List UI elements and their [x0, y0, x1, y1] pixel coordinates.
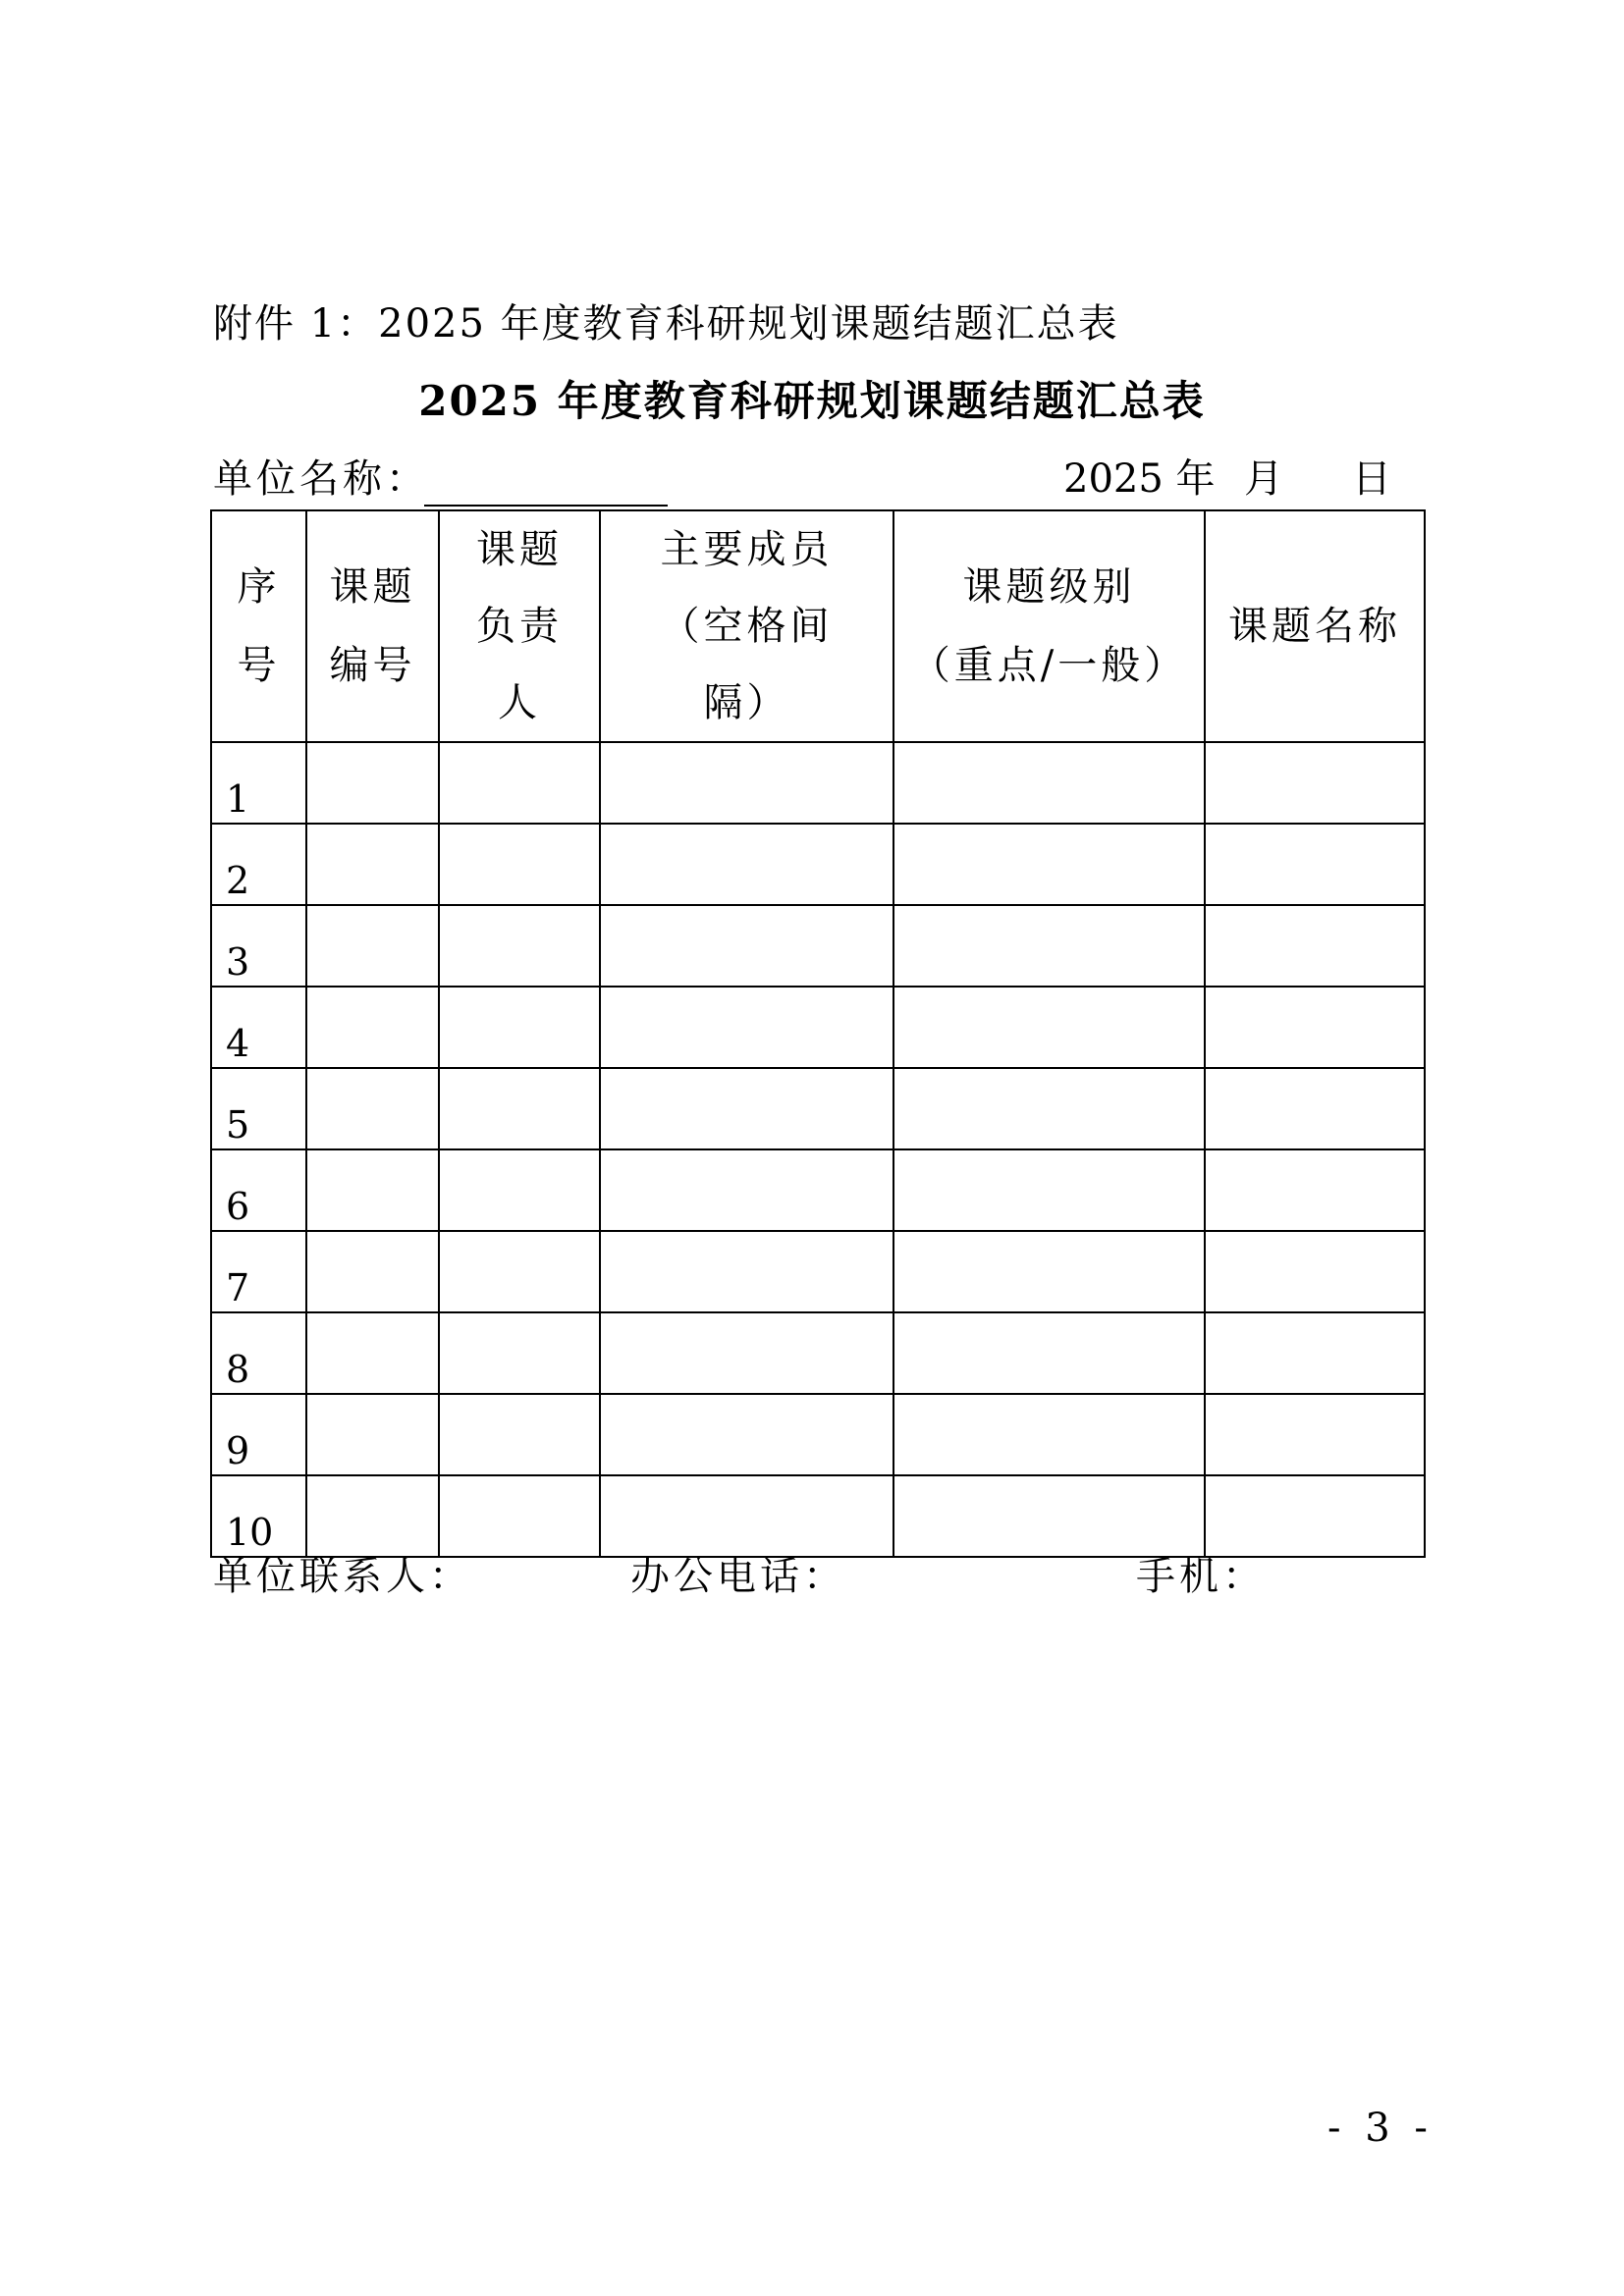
topic-leader-cell[interactable]: [439, 1231, 600, 1312]
table-row: [211, 1312, 1425, 1394]
row-number: 6: [211, 1149, 306, 1231]
row-number: 5: [211, 1068, 306, 1149]
unit-line: [213, 450, 1423, 508]
header-topic-name-text: 课题名称: [1228, 604, 1401, 649]
contact-line: [213, 1547, 1423, 1606]
mobile-label: 手机：: [1136, 1554, 1266, 1599]
topic-leader-cell[interactable]: [439, 1068, 600, 1149]
row-number: 7: [211, 1231, 306, 1312]
topic-name-cell[interactable]: [1205, 1475, 1425, 1557]
main-members-cell[interactable]: [600, 1394, 893, 1475]
topic-number-cell[interactable]: [306, 1231, 439, 1312]
table-row: [211, 1394, 1425, 1475]
topic-level-cell[interactable]: [893, 905, 1205, 987]
topic-leader-cell[interactable]: [439, 742, 600, 824]
topic-number-cell[interactable]: [306, 1149, 439, 1231]
topic-leader-cell[interactable]: [439, 987, 600, 1068]
main-members-cell[interactable]: [600, 824, 893, 905]
table-row: [211, 824, 1425, 905]
row-number: 4: [211, 987, 306, 1068]
main-members-cell[interactable]: [600, 905, 893, 987]
topic-name-cell[interactable]: [1205, 905, 1425, 987]
row-number: 9: [211, 1394, 306, 1475]
table-row: [211, 905, 1425, 987]
topic-level-cell[interactable]: [893, 1231, 1205, 1312]
topic-leader-cell[interactable]: [439, 1394, 600, 1475]
header-topic-name: [1205, 510, 1425, 742]
page-number: - 3 -: [1327, 2106, 1434, 2151]
topic-level-cell[interactable]: [893, 1068, 1205, 1149]
attachment-heading: 附件 1：2025 年度教育科研规划课题结题汇总表: [213, 301, 1119, 347]
topic-number-cell[interactable]: [306, 824, 439, 905]
header-topic-leader-text: 课题 负责 人: [476, 527, 563, 725]
header-seq-text: 序 号: [237, 564, 281, 688]
topic-leader-cell[interactable]: [439, 1312, 600, 1394]
topic-number-cell[interactable]: [306, 1475, 439, 1557]
topic-leader-cell[interactable]: [439, 1149, 600, 1231]
form-title: 2025 年度教育科研规划课题结题汇总表: [418, 377, 1206, 425]
table-row: [211, 987, 1425, 1068]
header-topic-level-text: 课题级别 （重点/一般）: [910, 564, 1188, 688]
topic-name-cell[interactable]: [1205, 742, 1425, 824]
header-seq: [211, 510, 306, 742]
contact-person-label: 单位联系人：: [213, 1554, 472, 1599]
topic-level-cell[interactable]: [893, 1394, 1205, 1475]
row-number: 2: [211, 824, 306, 905]
unit-name-label: 单位名称：: [213, 456, 429, 502]
table-row: [211, 742, 1425, 824]
date-day: 日: [1352, 456, 1391, 502]
topic-number-cell[interactable]: [306, 1394, 439, 1475]
topic-leader-cell[interactable]: [439, 824, 600, 905]
header-main-members: [600, 510, 893, 742]
main-members-cell[interactable]: [600, 1231, 893, 1312]
topic-leader-cell[interactable]: [439, 1475, 600, 1557]
topic-name-cell[interactable]: [1205, 1312, 1425, 1394]
table-row: [211, 1149, 1425, 1231]
table-row: [211, 1231, 1425, 1312]
topic-level-cell[interactable]: [893, 987, 1205, 1068]
topic-name-cell[interactable]: [1205, 1149, 1425, 1231]
date-month: 月: [1244, 456, 1283, 502]
topic-leader-cell[interactable]: [439, 905, 600, 987]
header-topic-number: [306, 510, 439, 742]
row-number: 1: [211, 742, 306, 824]
main-members-cell[interactable]: [600, 1068, 893, 1149]
topic-number-cell[interactable]: [306, 1312, 439, 1394]
header-topic-leader: [439, 510, 600, 742]
summary-table: [210, 509, 1426, 1558]
main-members-cell[interactable]: [600, 1312, 893, 1394]
main-members-cell[interactable]: [600, 742, 893, 824]
row-number: 10: [211, 1475, 306, 1557]
topic-number-cell[interactable]: [306, 987, 439, 1068]
unit-name-blank[interactable]: [424, 505, 668, 507]
topic-name-cell[interactable]: [1205, 987, 1425, 1068]
topic-number-cell[interactable]: [306, 742, 439, 824]
topic-level-cell[interactable]: [893, 1149, 1205, 1231]
main-members-cell[interactable]: [600, 1149, 893, 1231]
office-phone-label: 办公电话：: [630, 1554, 846, 1599]
topic-level-cell[interactable]: [893, 1475, 1205, 1557]
table-header-row: [211, 510, 1425, 742]
table-row: [211, 1475, 1425, 1557]
header-topic-number-text: 课题 编号: [329, 564, 416, 688]
topic-name-cell[interactable]: [1205, 1068, 1425, 1149]
topic-level-cell[interactable]: [893, 824, 1205, 905]
header-topic-level: [893, 510, 1205, 742]
topic-name-cell[interactable]: [1205, 1394, 1425, 1475]
row-number: 3: [211, 905, 306, 987]
main-members-cell[interactable]: [600, 1475, 893, 1557]
row-number: 8: [211, 1312, 306, 1394]
header-main-members-text: 主要成员 （空格间 隔）: [660, 527, 834, 725]
date-year: 2025 年: [1063, 456, 1216, 502]
topic-level-cell[interactable]: [893, 1312, 1205, 1394]
topic-number-cell[interactable]: [306, 905, 439, 987]
topic-name-cell[interactable]: [1205, 1231, 1425, 1312]
table-row: [211, 1068, 1425, 1149]
table-body: [211, 742, 1425, 1557]
topic-name-cell[interactable]: [1205, 824, 1425, 905]
topic-number-cell[interactable]: [306, 1068, 439, 1149]
main-members-cell[interactable]: [600, 987, 893, 1068]
topic-level-cell[interactable]: [893, 742, 1205, 824]
